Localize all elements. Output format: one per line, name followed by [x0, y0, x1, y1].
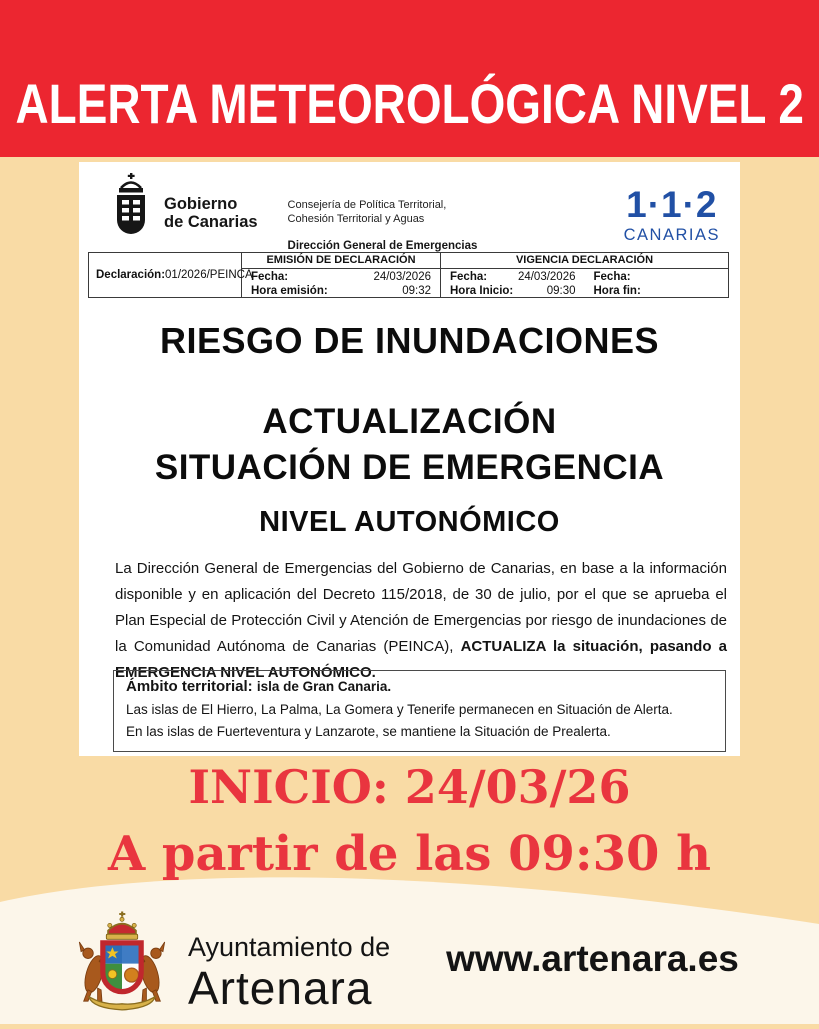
body-bold-text: ACTUALIZA la situación, pasando a EMERGENCIA NIVEL AUTONÓMICO. [115, 638, 727, 681]
112-canarias-logo [624, 186, 720, 254]
document-header [105, 172, 720, 254]
scope-prealert-line: En las islas de Fuerteventura y Lanzarote, se mantiene la Situación de Prealerta. [126, 724, 611, 739]
alert-start-time: A partir de las 09:30 h [107, 826, 712, 882]
document-level-title: NIVEL AUTONÓMICO [259, 506, 560, 538]
territorial-scope-box [113, 670, 726, 752]
department-names: Consejería de Política Territorial, Cohesión Territorial y Aguas Dirección General de Emergencias [287, 199, 478, 252]
emission-column: EMISIÓN DE DECLARACIÓN Fecha: 24/03/2026 Hora emisión: 09:32 [242, 253, 441, 297]
municipality-logo-text [188, 932, 391, 1014]
emission-time: 09:32 [402, 285, 431, 298]
alert-banner-title: ALERTA METEOROLÓGICA NIVEL 2 [15, 72, 804, 135]
alert-start-date: INICIO: 24/03/26 [188, 760, 631, 814]
validity-column: VIGENCIA DECLARACIÓN Fecha: 24/03/2026 Hora Inicio: 09:30 Fecha: Hora fin: [441, 253, 728, 297]
gobierno-canarias-logo [105, 172, 258, 254]
112-region-label: CANARIAS [623, 226, 720, 244]
declaration-table [88, 252, 729, 298]
112-number: 1·1·2 [626, 184, 718, 225]
document-situation-title: SITUACIÓN DE EMERGENCIA [154, 448, 665, 487]
website-link[interactable]: www.artenara.es [446, 938, 739, 979]
declaration-number: 01/2026/PEINCA [165, 269, 253, 281]
validity-start-time: 09:30 [546, 285, 576, 298]
body-regular-text: La Dirección General de Emergencias del Gobierno de Canarias, en base a la información disponible y en aplicación del Decreto 115/2018, de 30 de julio, por el que se aprueba el Plan Especial de Protección Civil y Atención de Emergencias por riesgo de inundaciones de la Comunidad Autónoma de Canarias (PEINCA), [115, 560, 727, 655]
document-main-title: RIESGO DE INUNDACIONES [159, 320, 660, 361]
municipality-prefix: Ayuntamiento de [188, 932, 391, 962]
emission-date: 24/03/2026 [373, 271, 431, 283]
canarias-coat-of-arms-icon [105, 172, 157, 238]
scope-alert-line: Las islas de El Hierro, La Palma, La Gomera y Tenerife permanecen en Situación de Alerta. [126, 702, 673, 717]
direccion-general-label: Dirección General de Emergencias [287, 239, 478, 252]
declaration-cell: Declaración: 01/2026/PEINCA [89, 253, 242, 297]
document-body-paragraph [115, 556, 727, 686]
validity-start-date: 24/03/2026 [517, 271, 576, 283]
artenara-coat-of-arms-icon [64, 908, 180, 1016]
municipality-name: Artenara [188, 962, 373, 1014]
scope-label: Ámbito territorial: [126, 678, 253, 695]
official-document [79, 162, 740, 756]
document-update-title: ACTUALIZACIÓN [262, 402, 557, 441]
gobierno-canarias-name: Gobierno de Canarias [164, 195, 258, 231]
scope-territory: isla de Gran Canaria. [256, 679, 392, 694]
alert-banner [0, 0, 819, 157]
